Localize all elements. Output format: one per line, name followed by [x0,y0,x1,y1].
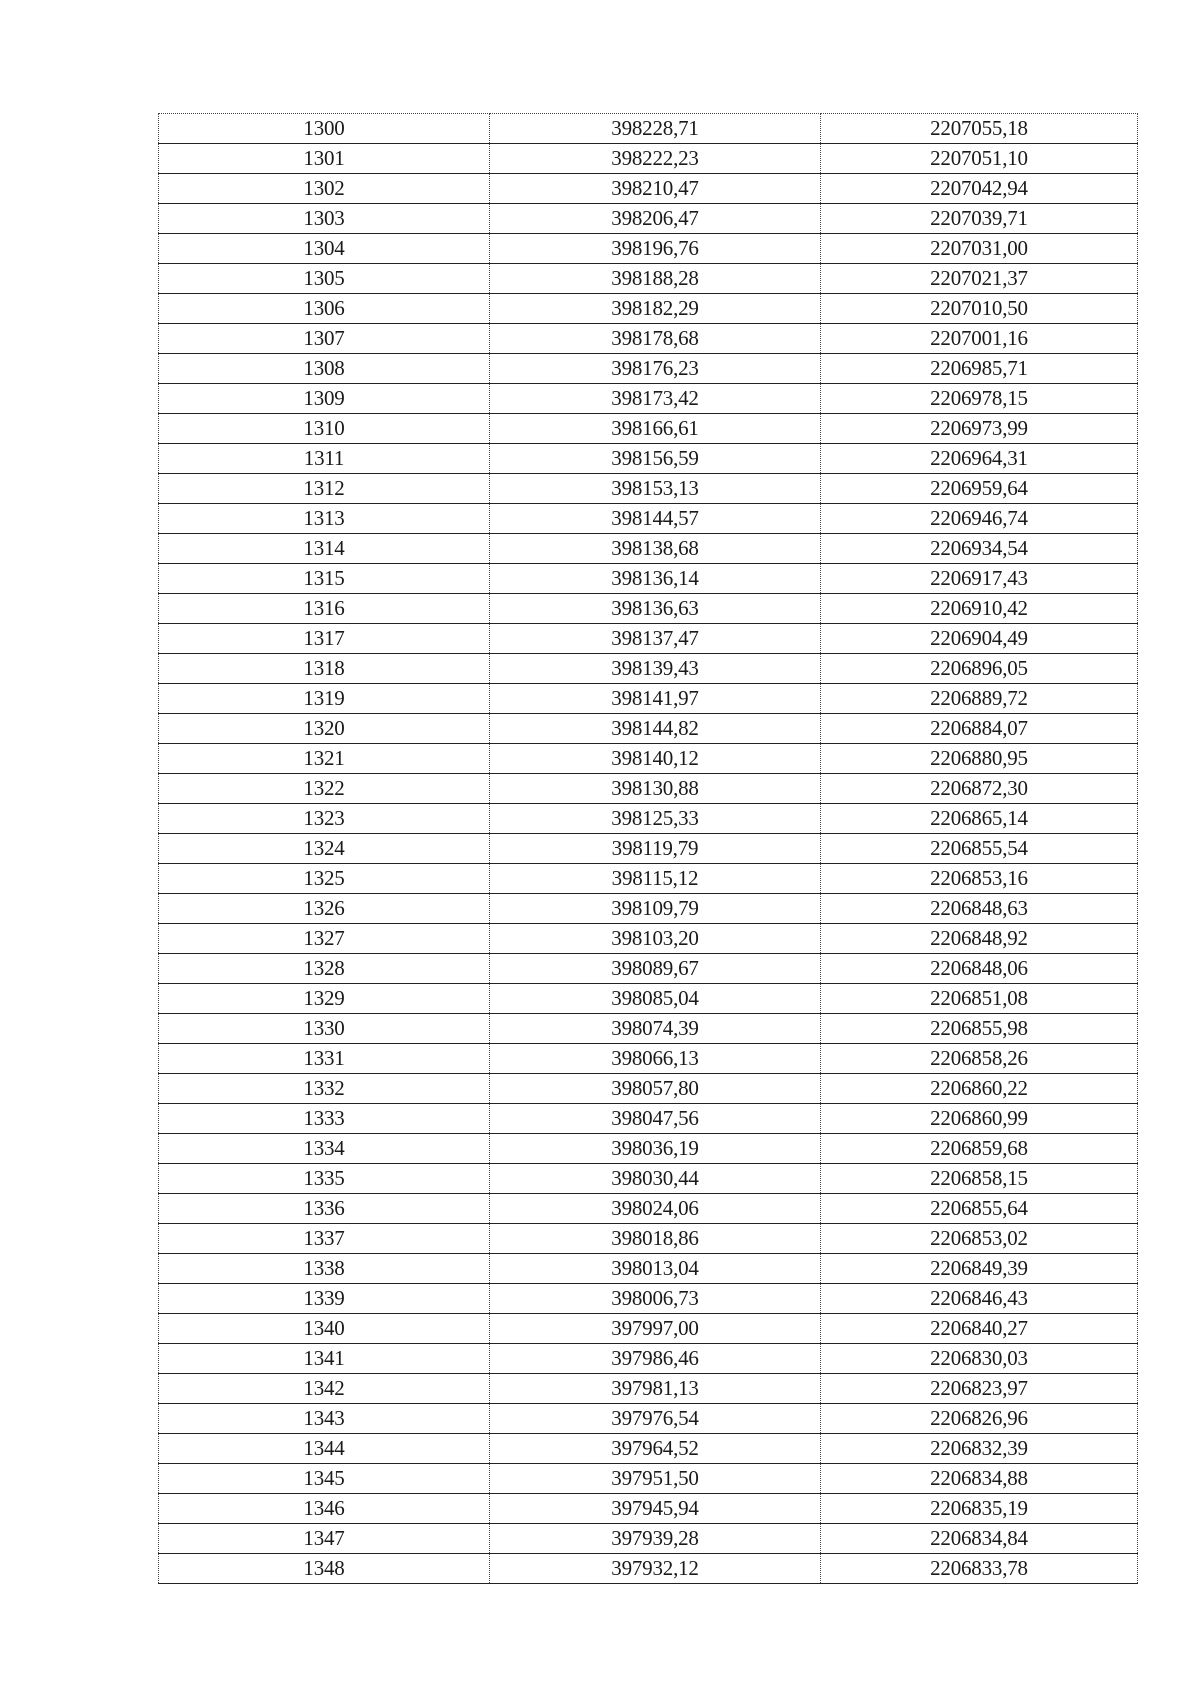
table-row [159,954,1138,984]
x-coordinate-cell: 398228,71 [490,114,821,144]
point-number-cell: 1348 [159,1554,490,1584]
coordinates-table-body [159,114,1138,1584]
point-number-cell: 1322 [159,774,490,804]
x-coordinate-cell: 397981,13 [490,1374,821,1404]
table-row [159,1404,1138,1434]
table-row [159,324,1138,354]
table-row [159,444,1138,474]
point-number-cell: 1305 [159,264,490,294]
point-number-cell: 1306 [159,294,490,324]
y-coordinate-cell: 2206833,78 [821,1554,1138,1584]
x-coordinate-cell: 398222,23 [490,144,821,174]
y-coordinate-cell: 2206853,02 [821,1224,1138,1254]
y-coordinate-cell: 2206884,07 [821,714,1138,744]
x-coordinate-cell: 398109,79 [490,894,821,924]
y-coordinate-cell: 2207055,18 [821,114,1138,144]
point-number-cell: 1339 [159,1284,490,1314]
x-coordinate-cell: 398136,14 [490,564,821,594]
table-row [159,144,1138,174]
point-number-cell: 1314 [159,534,490,564]
x-coordinate-cell: 398176,23 [490,354,821,384]
y-coordinate-cell: 2206858,26 [821,1044,1138,1074]
table-row [159,474,1138,504]
y-coordinate-cell: 2206834,84 [821,1524,1138,1554]
point-number-cell: 1333 [159,1104,490,1134]
y-coordinate-cell: 2206835,19 [821,1494,1138,1524]
x-coordinate-cell: 398125,33 [490,804,821,834]
x-coordinate-cell: 398066,13 [490,1044,821,1074]
x-coordinate-cell: 398018,86 [490,1224,821,1254]
x-coordinate-cell: 397945,94 [490,1494,821,1524]
y-coordinate-cell: 2206860,22 [821,1074,1138,1104]
point-number-cell: 1341 [159,1344,490,1374]
table-row [159,774,1138,804]
point-number-cell: 1335 [159,1164,490,1194]
table-row [159,684,1138,714]
table-row [159,534,1138,564]
x-coordinate-cell: 398047,56 [490,1104,821,1134]
x-coordinate-cell: 398188,28 [490,264,821,294]
y-coordinate-cell: 2206855,54 [821,834,1138,864]
table-row [159,1134,1138,1164]
x-coordinate-cell: 398137,47 [490,624,821,654]
table-row [159,624,1138,654]
x-coordinate-cell: 398166,61 [490,414,821,444]
table-row [159,594,1138,624]
table-row [159,1284,1138,1314]
point-number-cell: 1313 [159,504,490,534]
table-row [159,1314,1138,1344]
y-coordinate-cell: 2206978,15 [821,384,1138,414]
y-coordinate-cell: 2206846,43 [821,1284,1138,1314]
y-coordinate-cell: 2206985,71 [821,354,1138,384]
point-number-cell: 1325 [159,864,490,894]
x-coordinate-cell: 398006,73 [490,1284,821,1314]
x-coordinate-cell: 398089,67 [490,954,821,984]
x-coordinate-cell: 398136,63 [490,594,821,624]
y-coordinate-cell: 2206946,74 [821,504,1138,534]
y-coordinate-cell: 2206934,54 [821,534,1138,564]
table-row [159,1524,1138,1554]
table-row [159,504,1138,534]
y-coordinate-cell: 2206849,39 [821,1254,1138,1284]
table-row [159,414,1138,444]
y-coordinate-cell: 2206904,49 [821,624,1138,654]
point-number-cell: 1327 [159,924,490,954]
point-number-cell: 1334 [159,1134,490,1164]
table-row [159,1224,1138,1254]
point-number-cell: 1312 [159,474,490,504]
table-row [159,204,1138,234]
x-coordinate-cell: 397939,28 [490,1524,821,1554]
x-coordinate-cell: 397951,50 [490,1464,821,1494]
table-row [159,1494,1138,1524]
x-coordinate-cell: 398153,13 [490,474,821,504]
point-number-cell: 1301 [159,144,490,174]
x-coordinate-cell: 397986,46 [490,1344,821,1374]
table-row [159,1374,1138,1404]
table-row [159,714,1138,744]
point-number-cell: 1329 [159,984,490,1014]
table-row [159,864,1138,894]
x-coordinate-cell: 398144,82 [490,714,821,744]
x-coordinate-cell: 397976,54 [490,1404,821,1434]
point-number-cell: 1331 [159,1044,490,1074]
table-row [159,924,1138,954]
point-number-cell: 1326 [159,894,490,924]
point-number-cell: 1345 [159,1464,490,1494]
point-number-cell: 1319 [159,684,490,714]
table-row [159,1014,1138,1044]
x-coordinate-cell: 398138,68 [490,534,821,564]
coordinates-table [158,113,1138,1584]
x-coordinate-cell: 397932,12 [490,1554,821,1584]
table-row [159,1164,1138,1194]
y-coordinate-cell: 2206855,64 [821,1194,1138,1224]
y-coordinate-cell: 2206973,99 [821,414,1138,444]
x-coordinate-cell: 398115,12 [490,864,821,894]
point-number-cell: 1336 [159,1194,490,1224]
y-coordinate-cell: 2207042,94 [821,174,1138,204]
table-row [159,384,1138,414]
y-coordinate-cell: 2207001,16 [821,324,1138,354]
y-coordinate-cell: 2206840,27 [821,1314,1138,1344]
y-coordinate-cell: 2206959,64 [821,474,1138,504]
y-coordinate-cell: 2206865,14 [821,804,1138,834]
x-coordinate-cell: 398182,29 [490,294,821,324]
point-number-cell: 1307 [159,324,490,354]
table-row [159,1104,1138,1134]
table-row [159,1074,1138,1104]
table-row [159,174,1138,204]
x-coordinate-cell: 398030,44 [490,1164,821,1194]
x-coordinate-cell: 398130,88 [490,774,821,804]
y-coordinate-cell: 2207051,10 [821,144,1138,174]
point-number-cell: 1317 [159,624,490,654]
point-number-cell: 1321 [159,744,490,774]
point-number-cell: 1328 [159,954,490,984]
point-number-cell: 1320 [159,714,490,744]
y-coordinate-cell: 2206826,96 [821,1404,1138,1434]
table-row [159,294,1138,324]
point-number-cell: 1318 [159,654,490,684]
point-number-cell: 1346 [159,1494,490,1524]
table-row [159,1554,1138,1584]
y-coordinate-cell: 2207010,50 [821,294,1138,324]
y-coordinate-cell: 2206832,39 [821,1434,1138,1464]
point-number-cell: 1332 [159,1074,490,1104]
x-coordinate-cell: 398144,57 [490,504,821,534]
table-row [159,1044,1138,1074]
point-number-cell: 1323 [159,804,490,834]
table-row [159,804,1138,834]
table-row [159,564,1138,594]
x-coordinate-cell: 398085,04 [490,984,821,1014]
point-number-cell: 1308 [159,354,490,384]
x-coordinate-cell: 398141,97 [490,684,821,714]
y-coordinate-cell: 2206872,30 [821,774,1138,804]
y-coordinate-cell: 2206830,03 [821,1344,1138,1374]
y-coordinate-cell: 2207039,71 [821,204,1138,234]
table-row [159,1434,1138,1464]
x-coordinate-cell: 398206,47 [490,204,821,234]
y-coordinate-cell: 2206889,72 [821,684,1138,714]
table-row [159,264,1138,294]
point-number-cell: 1343 [159,1404,490,1434]
point-number-cell: 1315 [159,564,490,594]
x-coordinate-cell: 398119,79 [490,834,821,864]
x-coordinate-cell: 398024,06 [490,1194,821,1224]
x-coordinate-cell: 398156,59 [490,444,821,474]
table-row [159,114,1138,144]
point-number-cell: 1300 [159,114,490,144]
point-number-cell: 1344 [159,1434,490,1464]
point-number-cell: 1338 [159,1254,490,1284]
y-coordinate-cell: 2206910,42 [821,594,1138,624]
x-coordinate-cell: 398178,68 [490,324,821,354]
x-coordinate-cell: 397997,00 [490,1314,821,1344]
y-coordinate-cell: 2206860,99 [821,1104,1138,1134]
point-number-cell: 1303 [159,204,490,234]
point-number-cell: 1310 [159,414,490,444]
x-coordinate-cell: 398173,42 [490,384,821,414]
x-coordinate-cell: 398013,04 [490,1254,821,1284]
y-coordinate-cell: 2206859,68 [821,1134,1138,1164]
y-coordinate-cell: 2206848,92 [821,924,1138,954]
x-coordinate-cell: 398140,12 [490,744,821,774]
y-coordinate-cell: 2206848,06 [821,954,1138,984]
y-coordinate-cell: 2207021,37 [821,264,1138,294]
x-coordinate-cell: 397964,52 [490,1434,821,1464]
y-coordinate-cell: 2206964,31 [821,444,1138,474]
point-number-cell: 1304 [159,234,490,264]
x-coordinate-cell: 398210,47 [490,174,821,204]
point-number-cell: 1342 [159,1374,490,1404]
y-coordinate-cell: 2206848,63 [821,894,1138,924]
table-row [159,1194,1138,1224]
y-coordinate-cell: 2206917,43 [821,564,1138,594]
x-coordinate-cell: 398139,43 [490,654,821,684]
x-coordinate-cell: 398057,80 [490,1074,821,1104]
point-number-cell: 1347 [159,1524,490,1554]
y-coordinate-cell: 2206858,15 [821,1164,1138,1194]
point-number-cell: 1330 [159,1014,490,1044]
point-number-cell: 1309 [159,384,490,414]
table-row [159,1464,1138,1494]
x-coordinate-cell: 398103,20 [490,924,821,954]
y-coordinate-cell: 2206853,16 [821,864,1138,894]
y-coordinate-cell: 2206880,95 [821,744,1138,774]
point-number-cell: 1311 [159,444,490,474]
y-coordinate-cell: 2206834,88 [821,1464,1138,1494]
table-row [159,834,1138,864]
x-coordinate-cell: 398074,39 [490,1014,821,1044]
point-number-cell: 1340 [159,1314,490,1344]
y-coordinate-cell: 2207031,00 [821,234,1138,264]
y-coordinate-cell: 2206823,97 [821,1374,1138,1404]
table-row [159,354,1138,384]
table-row [159,744,1138,774]
table-row [159,984,1138,1014]
y-coordinate-cell: 2206896,05 [821,654,1138,684]
point-number-cell: 1316 [159,594,490,624]
table-row [159,234,1138,264]
y-coordinate-cell: 2206855,98 [821,1014,1138,1044]
table-row [159,894,1138,924]
point-number-cell: 1337 [159,1224,490,1254]
x-coordinate-cell: 398036,19 [490,1134,821,1164]
point-number-cell: 1324 [159,834,490,864]
point-number-cell: 1302 [159,174,490,204]
y-coordinate-cell: 2206851,08 [821,984,1138,1014]
x-coordinate-cell: 398196,76 [490,234,821,264]
table-row [159,1254,1138,1284]
table-row [159,654,1138,684]
table-row [159,1344,1138,1374]
